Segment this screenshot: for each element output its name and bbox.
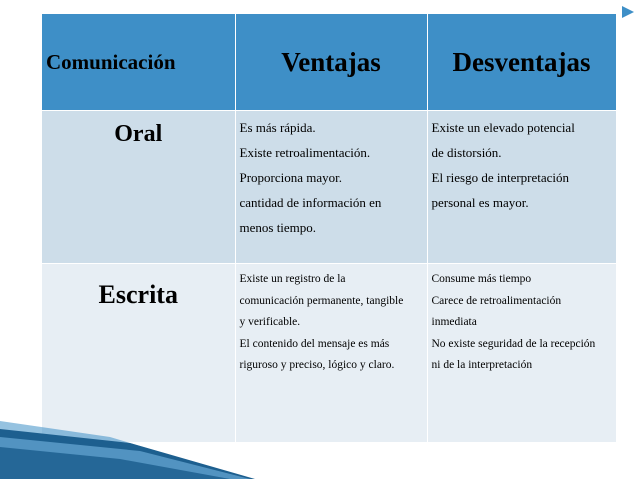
- table-row: [42, 111, 616, 264]
- list-item: ni de la interpretación: [431, 359, 533, 371]
- ventajas-cell: [235, 111, 427, 264]
- list-item: Consume más tiempo: [431, 273, 532, 285]
- list-item: cantidad de información en: [239, 195, 382, 210]
- header-desventajas: Desventajas: [427, 14, 616, 111]
- list-item: de distorsión.: [431, 145, 502, 160]
- list-item: No existe seguridad de la recepción: [431, 337, 596, 350]
- list-item: personal es mayor.: [431, 195, 529, 210]
- row-label-oral: Oral: [42, 111, 235, 264]
- decorative-swoosh: [0, 389, 638, 479]
- list-item: El riesgo de interpretación: [431, 170, 570, 185]
- header-comunicacion: Comunicación: [42, 14, 235, 111]
- list-item: y verificable.: [239, 316, 301, 328]
- list-item: Proporciona mayor.: [239, 170, 343, 185]
- list-item: Es más rápida.: [239, 120, 316, 135]
- list-item: riguroso y preciso, lógico y claro.: [239, 359, 395, 371]
- list-item: comunicación permanente, tangible: [239, 294, 404, 307]
- list-item: menos tiempo.: [239, 220, 317, 235]
- row-label-escrita: Escrita: [42, 264, 235, 443]
- list-item: El contenido del mensaje es más: [239, 337, 390, 350]
- list-item: Existe retroalimentación.: [239, 145, 371, 160]
- desventajas-cell: [427, 111, 616, 264]
- list-item: Existe un elevado potencial: [431, 120, 575, 135]
- list-item: Existe un registro de la: [239, 273, 346, 285]
- header-row: [42, 14, 616, 111]
- header-ventajas: Ventajas: [235, 14, 427, 111]
- comparison-table: [42, 14, 617, 443]
- list-item: inmediata: [431, 316, 477, 328]
- list-item: Carece de retroalimentación: [431, 294, 562, 307]
